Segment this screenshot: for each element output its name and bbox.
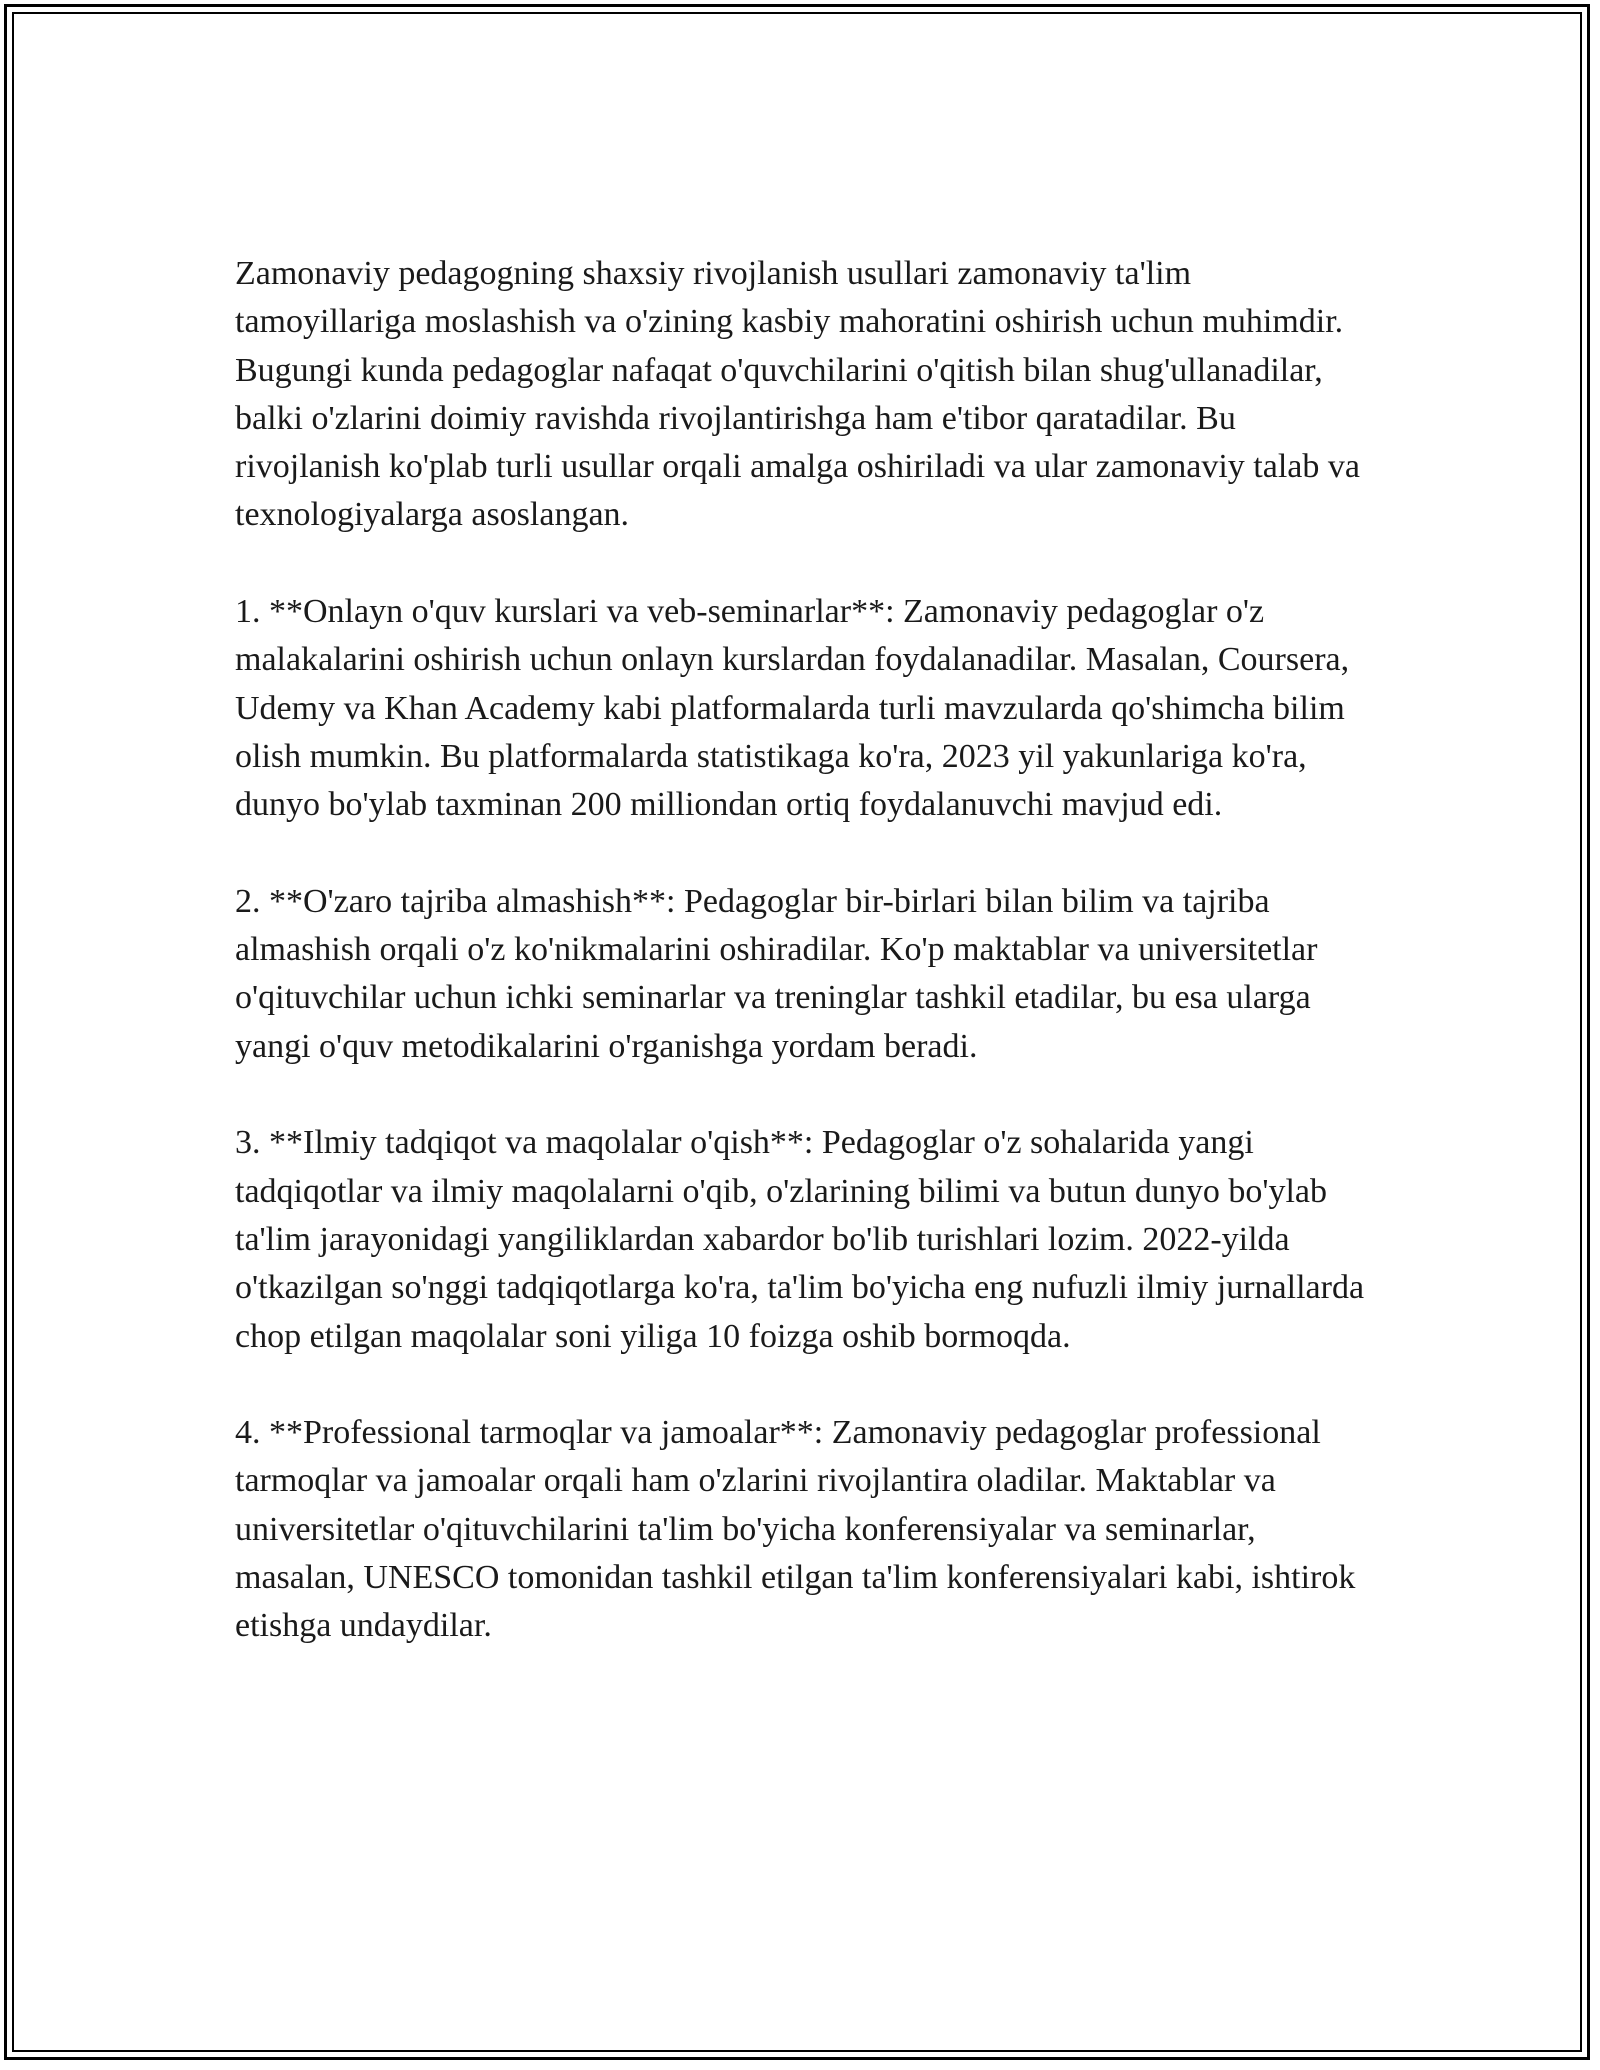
item-experience-exchange: 2. **O'zaro tajriba almashish**: Pedagoglar bir-birlari bilan bilim va tajriba almashish orqali o'z ko'nikmalarini oshiradilar. Ko'p maktablar va universitetlar o'qituvchilar uchun ichki seminarlar va treninglar tashkil etadilar, bu esa ularga yangi o'quv metodikalarini o'rganishga yordam beradi. (235, 882, 1318, 1065)
item-scientific-research: 3. **Ilmiy tadqiqot va maqolalar o'qish**: Pedagoglar o'z sohalarida yangi tadqiqotlar va ilmiy maqolalarni o'qib, o'zlarining bilimi va butun dunyo bo'ylab ta'lim jarayonidagi yangiliklardan xabardor bo'lib turishlari lozim. 2022-yilda o'tkazilgan so'nggi tadqiqotlarga ko'ra, ta'lim bo'yicha eng nufuzli ilmiy jurnallarda chop etilgan maqolalar soni yiliga 10 foizga oshib bormoqda. (235, 1124, 1365, 1355)
item-professional-networks: 4. **Professional tarmoqlar va jamoalar**: Zamonaviy pedagoglar professional tarmoqlar va jamoalar orqali ham o'zlarini rivojlantira oladilar. Maktablar va universitetlar o'qituvchilarini ta'lim bo'yicha konferensiyalar va seminarlar, masalan, UNESCO tomonidan tashkil etilgan ta'lim konferensiyalari kabi, ishtirok etishga undaydilar. (235, 1414, 1356, 1645)
item-online-courses: 1. **Onlayn o'quv kurslari va veb-seminarlar**: Zamonaviy pedagoglar o'z malakalarini oshirish uchun onlayn kurslardan foydalanadilar. Masalan, Coursera, Udemy va Khan Academy kabi platformalarda turli mavzularda qo'shimcha bilim olish mumkin. Bu platformalarda statistikaga ko'ra, 2023 yil yakunlariga ko'ra, dunyo bo'ylab taxminan 200 milliondan ortiq foydalanuvchi mavjud edi. (235, 593, 1350, 824)
intro-paragraph: Zamonaviy pedagogning shaxsiy rivojlanish usullari zamonaviy ta'lim tamoyillariga moslashish va o'zining kasbiy mahoratini oshirish uchun muhimdir. Bugungi kunda pedagoglar nafaqat o'quvchilarini o'qitish bilan shug'ullanadilar, balki o'zlarini doimiy ravishda rivojlantirishga ham e'tibor qaratadilar. Bu rivojlanish ko'plab turli usullar orqali amalga oshiriladi va ular zamonaviy talab va texnologiyalarga asoslangan. (235, 255, 1360, 534)
document-body (235, 250, 1375, 1699)
